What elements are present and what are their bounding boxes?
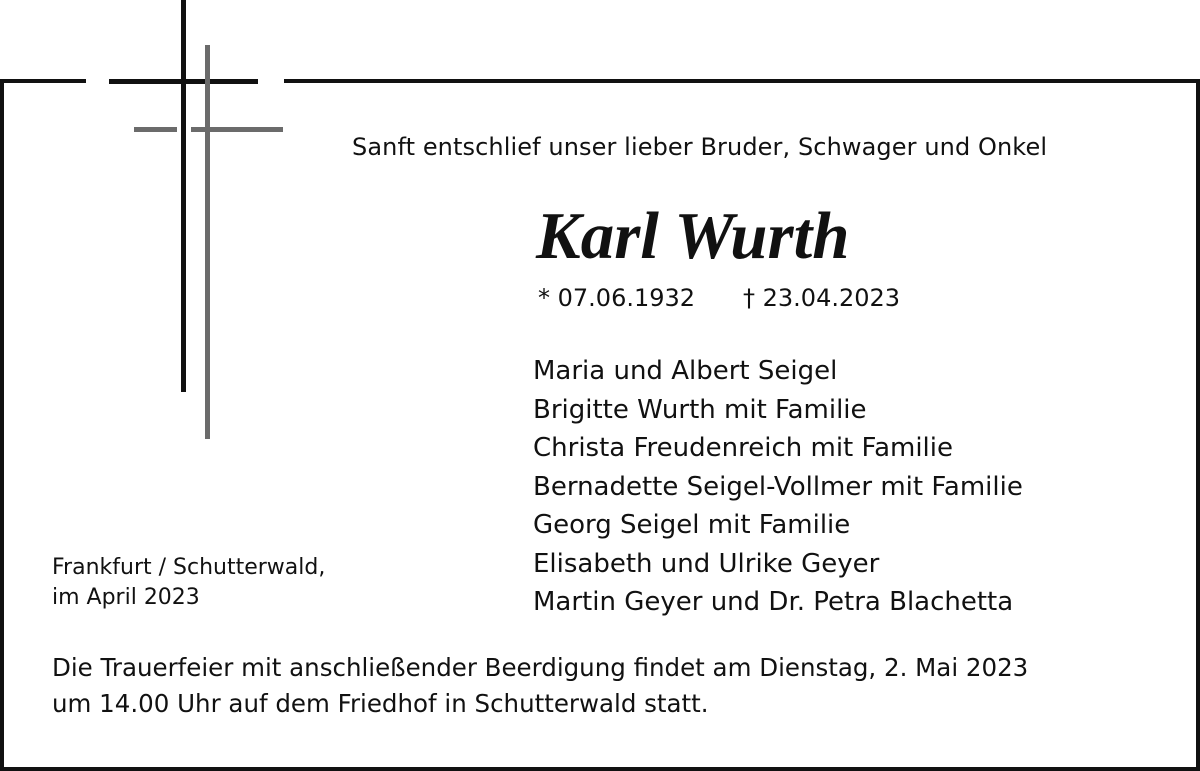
mourner-entry: Christa Freudenreich mit Familie — [533, 433, 953, 463]
frame-bottom-edge — [0, 767, 1200, 771]
frame-left-edge — [0, 79, 4, 771]
date-line: im April 2023 — [52, 585, 200, 610]
service-line-2: um 14.00 Uhr auf dem Friedhof in Schutterwald statt. — [52, 689, 709, 718]
birth-date: * 07.06.1932 — [538, 284, 696, 312]
frame-top-right-segment — [284, 79, 1200, 83]
funeral-service-info — [52, 650, 1028, 722]
place-and-date — [52, 553, 325, 613]
cross-gray-horizontal-left — [134, 127, 177, 132]
cross-black-vertical — [181, 0, 186, 392]
cross-black-horizontal — [109, 79, 258, 84]
mourner-entry: Maria und Albert Seigel — [533, 356, 838, 386]
mourner-entry: Martin Geyer und Dr. Petra Blachetta — [533, 587, 1014, 617]
mourners-list — [533, 352, 1023, 622]
service-line-1: Die Trauerfeier mit anschließender Beerdigung findet am Dienstag, 2. Mai 2023 — [52, 653, 1029, 682]
cross-gray-vertical — [205, 45, 210, 439]
deceased-name: Karl Wurth — [536, 199, 850, 273]
death-date: † 23.04.2023 — [743, 284, 901, 312]
cross-gray-horizontal-right — [191, 127, 283, 132]
mourner-entry: Georg Seigel mit Familie — [533, 510, 851, 540]
frame-right-edge — [1196, 79, 1200, 771]
mourner-entry: Bernadette Seigel-Vollmer mit Familie — [533, 471, 1023, 502]
place-line: Frankfurt / Schutterwald, — [52, 555, 326, 580]
intro-text: Sanft entschlief unser lieber Bruder, Schwager und Onkel — [352, 133, 1048, 161]
frame-top-left-segment — [0, 79, 86, 83]
mourner-entry: Elisabeth und Ulrike Geyer — [533, 548, 880, 579]
mourner-entry: Brigitte Wurth mit Familie — [533, 394, 867, 425]
